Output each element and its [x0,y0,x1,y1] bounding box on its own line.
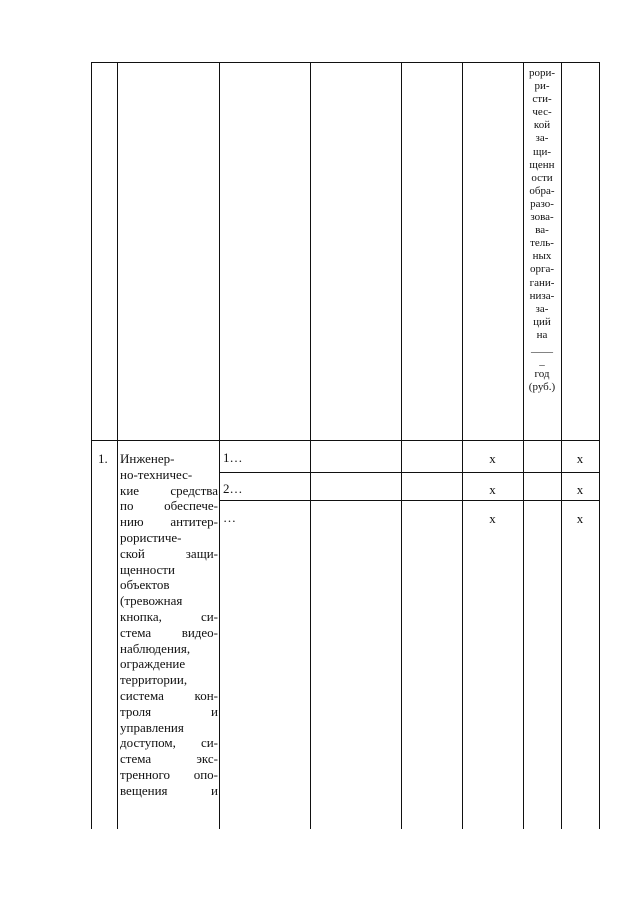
description-line [120,546,218,562]
header-line: на [536,328,548,341]
description-word: кон- [194,687,218,703]
description-line [120,530,218,546]
description-word: стема [120,624,152,640]
description-word: защи- [185,545,218,561]
header-line: гани- [529,276,555,289]
description-word: си- [200,735,218,751]
description-word: объектов [120,577,170,593]
description-word: троля [120,703,152,719]
description-line [120,451,218,467]
grid-line [91,62,600,63]
description-line [120,688,218,704]
header-line: низа- [529,289,555,302]
grid-line [310,62,311,829]
description-line [120,577,218,593]
header-line: сти- [532,93,552,106]
grid-line [91,62,92,829]
description-line [120,751,218,767]
header-line: ва- [535,224,549,237]
header-line: обра- [529,184,555,197]
description-word: по [120,498,134,514]
grid-line [599,62,600,829]
header-line: чес- [532,106,552,119]
description-word: территории, [120,672,188,688]
description-word: си- [200,608,218,624]
description-word: щенности [120,561,175,577]
description-word: управления [120,719,184,735]
grid-line [462,62,463,829]
header-line: ости [531,171,553,184]
description-word: обеспече- [164,498,218,514]
description-word: Инженер- [120,451,175,466]
header-line: разо- [530,197,554,210]
description-word: кие [120,482,140,498]
description-word: система [120,687,164,703]
row-number: 1. [98,451,108,466]
description-line [120,704,218,720]
grid-line [219,62,220,829]
description-line [120,609,218,625]
grid-line [561,62,562,829]
cross-mark: х [576,451,584,466]
grid-line [91,440,600,441]
grid-line [219,500,600,501]
grid-line [401,62,402,829]
description-word: опо- [193,766,218,782]
description-word: доступом, [120,735,176,751]
description-word: кнопка, [120,608,162,624]
description-line [120,562,218,578]
description-line [120,656,218,672]
description-word: наблюдения, [120,640,191,656]
header-line: ных [532,250,552,263]
header-line: (руб.) [528,381,556,394]
description-line [120,767,218,783]
header-cell-stacked-text [523,67,561,394]
grid-line [117,62,118,829]
header-line: ций [533,315,551,328]
cross-mark: х [489,482,496,497]
description-word: экс- [196,751,218,767]
cross-mark: х [489,451,496,466]
description-line [120,625,218,641]
row-description [120,451,218,799]
description-word: стема [120,751,152,767]
sub-item-label: 2… [223,481,243,496]
header-line: орга- [529,263,555,276]
description-line [120,720,218,736]
description-word: видео- [181,624,218,640]
sub-item-label: … [223,510,236,525]
description-word: вещения [120,782,168,798]
cross-mark: х [489,511,496,526]
description-line [120,498,218,514]
description-line [120,467,218,483]
description-word: тренного [120,766,171,782]
description-line [120,514,218,530]
description-word: средства [170,482,218,498]
header-line: ри- [534,80,550,93]
header-line: ____ [531,341,553,354]
header-line: год [534,368,550,381]
cross-mark: х [576,482,584,497]
cross-mark: х [576,511,584,526]
description-word: и [211,703,218,719]
description-line [120,783,218,799]
header-line: _ [539,355,545,368]
description-line [120,735,218,751]
grid-line [219,472,600,473]
description-word: нию [120,514,144,530]
description-line [120,672,218,688]
header-line: за- [535,132,549,145]
header-line: зова- [530,211,554,224]
description-word: и [211,782,218,798]
description-line [120,593,218,609]
description-line [120,483,218,499]
description-word: рористиче- [120,529,182,545]
header-line: тель- [530,237,554,250]
description-word: антитер- [170,514,218,530]
header-line: щенн [529,158,555,171]
header-line: за- [535,302,549,315]
header-line: щи- [532,145,552,158]
description-word: (тревожная [120,593,183,609]
description-line [120,641,218,657]
description-word: ской [120,545,145,561]
header-line: рори- [528,67,556,79]
header-line: кой [533,119,551,132]
description-word: но-техничес- [120,466,193,482]
sub-item-label: 1… [223,450,243,465]
description-word: ограждение [120,656,186,672]
